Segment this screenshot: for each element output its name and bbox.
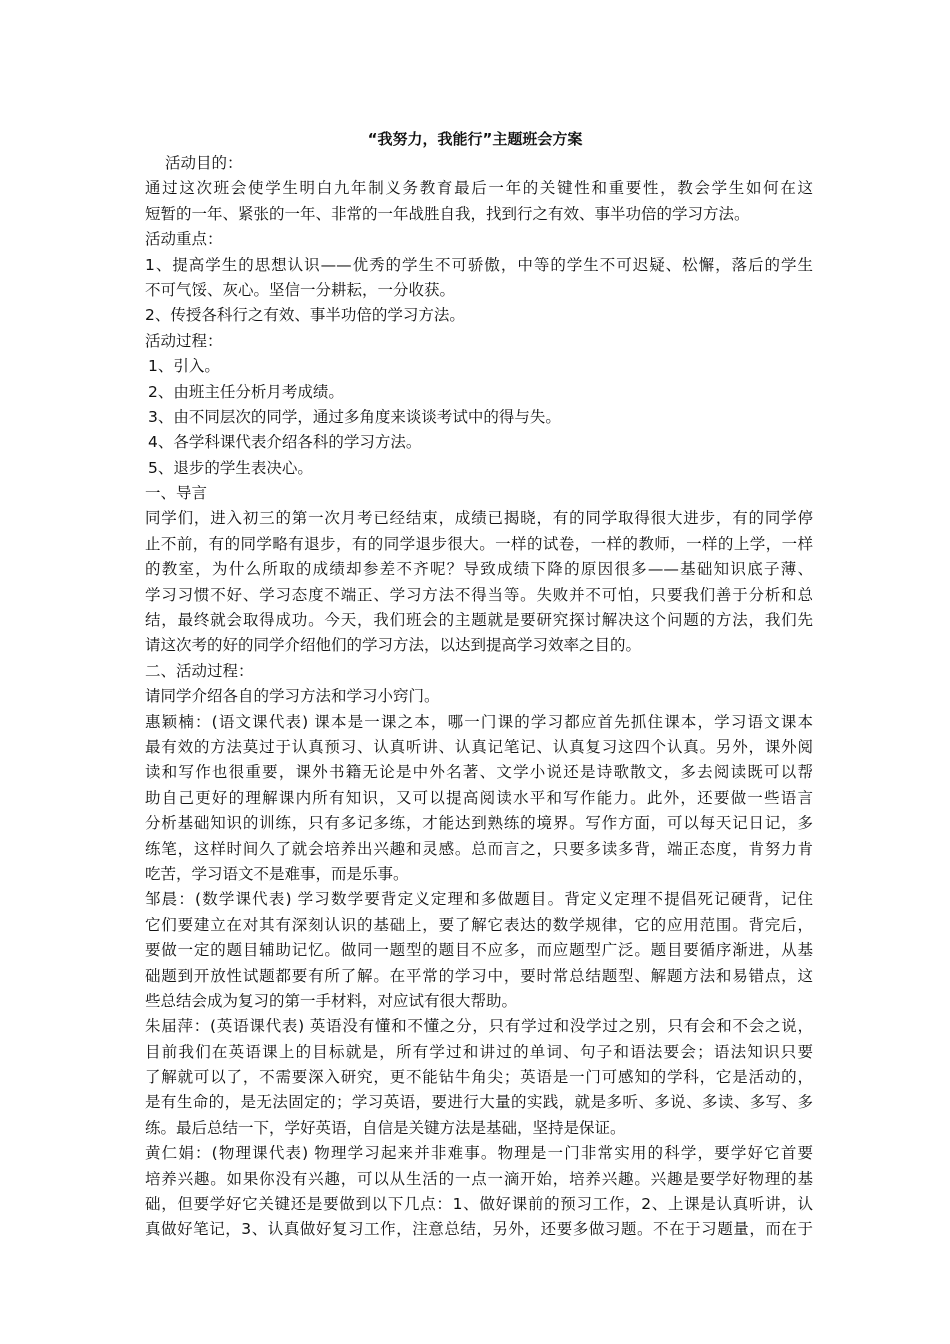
list-item: 1、引入。 — [148, 357, 220, 376]
paragraph-line: 它们要建立在对其有深刻认识的基础上，要了解它表达的数学规律，它的应用范围。背完后， — [145, 915, 813, 934]
paragraph-line: 真做好笔记，3、认真做好复习工作，注意总结，另外，还要多做习题。不在于习题量，而在于 — [145, 1220, 813, 1239]
paragraph-line: 请同学介绍各自的学习方法和学习小窍门。 — [145, 687, 440, 706]
paragraph-line: 些总结会成为复习的第一手材料，对应试有很大帮助。 — [145, 991, 518, 1010]
paragraph-line: 读和写作也很重要，课外书籍无论是中外名著、文学小说还是诗歌散文，多去阅读既可以帮 — [145, 763, 813, 782]
document-body — [145, 151, 813, 1243]
paragraph-line: 2、传授各科行之有效、事半功倍的学习方法。 — [145, 306, 465, 325]
section-heading-intro: 一、导言 — [145, 484, 208, 503]
paragraph-line: 的教室，为什么所取的成绩却参差不齐呢？导致成绩下降的原因很多——基础知识底子薄、 — [145, 560, 813, 579]
paragraph-line: 惠颖楠：(语文课代表) 课本是一课之本，哪一门课的学习都应首先抓住课本，学习语文课本 — [145, 712, 813, 731]
paragraph-line: 请这次考的好的同学介绍他们的学习方法，以达到提高学习效率之目的。 — [145, 636, 642, 655]
paragraph-line: 分析基础知识的训练，只有多记多练，才能达到熟练的境界。写作方面，可以每天记日记，多 — [145, 814, 813, 833]
paragraph-line: 吃苦，学习语文不是难事，而是乐事。 — [145, 864, 409, 883]
paragraph-line: 不可气馁、灰心。坚信一分耕耘，一分收获。 — [145, 280, 456, 299]
paragraph-line: 邹晨：(数学课代表) 学习数学要背定义定理和多做题目。背定义定理不提倡死记硬背，记住 — [145, 890, 813, 909]
paragraph-line: 学习习惯不好、学习态度不端正、学习方法不得当等。失败并不可怕，只要我们善于分析和总 — [145, 585, 813, 604]
paragraph-line: 目前我们在英语课上的目标就是，所有学过和讲过的单词、句子和语法要会；语法知识只要 — [145, 1042, 813, 1061]
paragraph-line: 助自己更好的理解课内所有知识，又可以提高阅读水平和写作能力。此外，还要做一些语言 — [145, 788, 813, 807]
paragraph-line: 结，最终就会取得成功。今天，我们班会的主题就是要研究探讨解决这个问题的方法，我们先 — [145, 611, 813, 630]
section-heading-process: 活动过程： — [145, 331, 223, 350]
section-heading-purpose: 活动目的： — [165, 154, 243, 172]
paragraph-line: 止不前，有的同学略有退步，有的同学退步很大。一样的试卷，一样的教师，一样的上学，一样 — [145, 534, 813, 553]
paragraph-line: 础题到开放性试题都要有所了解。在平常的学习中，要时常总结题型、解题方法和易错点，这 — [145, 966, 813, 985]
paragraph-line: 通过这次班会使学生明白九年制义务教育最后一年的关键性和重要性，教会学生如何在这 — [145, 179, 813, 198]
paragraph-line: 础，但要学好它关键还是要做到以下几点：1、做好课前的预习工作，2、上课是认真听讲，认 — [145, 1195, 813, 1214]
paragraph-line: 1、提高学生的思想认识——优秀的学生不可骄傲，中等的学生不可迟疑、松懈，落后的学生 — [145, 255, 813, 274]
paragraph-line: 朱届萍：(英语课代表) 英语没有懂和不懂之分，只有学过和没学过之别，只有会和不会之说， — [145, 1017, 813, 1036]
paragraph-line: 最有效的方法莫过于认真预习、认真听讲、认真记笔记、认真复习这四个认真。另外，课外阅 — [145, 737, 813, 756]
paragraph-line: 是有生命的，是无法固定的；学习英语，要进行大量的实践，就是多听、多说、多读、多写、多 — [145, 1093, 813, 1112]
paragraph-line: 同学们，进入初三的第一次月考已经结束，成绩已揭晓，有的同学取得很大进步，有的同学停 — [145, 509, 813, 528]
paragraph-line: 黄仁娟：(物理课代表) 物理学习起来并非难事。物理是一门非常实用的科学，要学好它首要 — [145, 1144, 813, 1163]
paragraph-line: 要做一定的题目辅助记忆。做同一题型的题目不应多，而应题型广泛。题目要循序渐进，从基 — [145, 941, 813, 960]
section-heading-activity: 二、活动过程： — [145, 661, 254, 680]
list-item: 2、由班主任分析月考成绩。 — [148, 382, 344, 401]
paragraph-line: 短暂的一年、紧张的一年、非常的一年战胜自我，找到行之有效、事半功倍的学习方法。 — [145, 204, 750, 223]
list-item: 3、由不同层次的同学，通过多角度来谈谈考试中的得与失。 — [148, 407, 561, 426]
paragraph-line: 了解就可以了，不需要深入研究，更不能钻牛角尖；英语是一门可感知的学科，它是活动的， — [145, 1068, 813, 1087]
paragraph-line: 练。最后总结一下，学好英语，自信是关键方法是基础，坚持是保证。 — [145, 1118, 626, 1137]
paragraph-line: 练笔，这样时间久了就会培养出兴趣和灵感。总而言之，只要多读多背，端正态度，肯努力肯 — [145, 839, 813, 858]
list-item: 4、各学科课代表介绍各科的学习方法。 — [148, 433, 422, 452]
list-item: 5、退步的学生表决心。 — [148, 458, 313, 477]
document-title: “我努力，我能行”主题班会方案 — [367, 130, 583, 148]
section-heading-focus: 活动重点： — [145, 230, 223, 249]
paragraph-line: 培养兴趣。如果你没有兴趣，可以从生活的一点一滴开始，培养兴趣。兴趣是要学好物理的基 — [145, 1169, 813, 1188]
